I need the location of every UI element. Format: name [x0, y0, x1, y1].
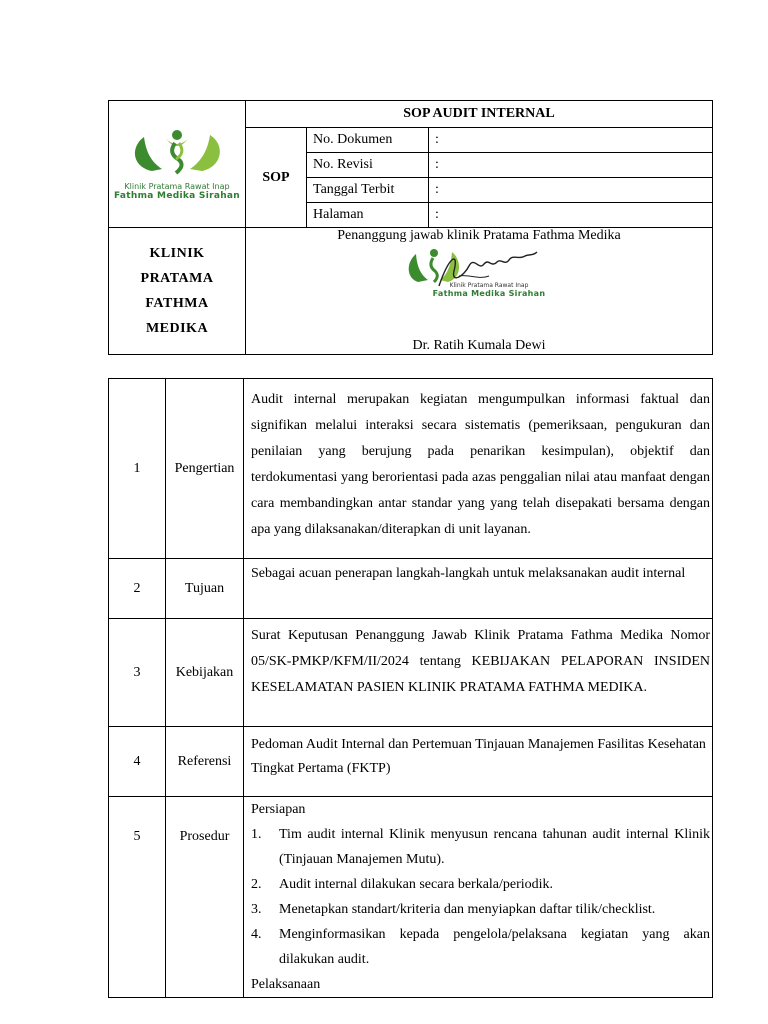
list-item [251, 822, 710, 872]
section-text: Surat Keputusan Penanggung Jawab Klinik Pratama Fathma Medika Nomor 05/SK-PMKP/KFM/II/2024 tentang KEBIJAKAN PELAPORAN INSIDEN KESELAMATAN PASIEN KLINIK PRATAMA FATHMA MEDIKA. [244, 619, 713, 727]
field-label-tanggal-terbit: Tanggal Terbit [307, 178, 429, 203]
list-item-text: Tim audit internal Klinik menyusun rencana tahunan audit internal Klinik (Tinjauan Manajemen Mutu). [279, 827, 710, 867]
field-label-halaman: Halaman [307, 203, 429, 228]
procedure-cell [244, 797, 713, 998]
sop-content-table [108, 378, 713, 998]
table-row [109, 727, 713, 797]
table-row [109, 379, 713, 559]
logo-line2: Fathma Medika Sirahan [113, 191, 241, 201]
section-label: Pengertian [166, 379, 244, 559]
clinic-name-cell [109, 228, 246, 355]
section-text: Sebagai acuan penerapan langkah-langkah untuk melaksanakan audit internal [244, 559, 713, 619]
logo-line1: Klinik Pratama Rawat Inap [124, 182, 230, 191]
section-label: Referensi [166, 727, 244, 797]
section-label: Tujuan [166, 559, 244, 619]
sop-label: SOP [246, 128, 307, 228]
table-row [109, 797, 713, 998]
section-label: Prosedur [166, 797, 244, 998]
list-item-number: 3. [251, 902, 262, 917]
field-value-no-dokumen: : [429, 128, 713, 153]
section-text: Audit internal merupakan kegiatan mengumpulkan informasi faktual dan signifikan melalui interaksi secara sistematis (pemeriksaan, pengukuran dan penilaian yang berujung pada penarikan kesimpulan), objektif dan terdokumentasi yang berorientasi pada azas penggalian nilai atau manfaat dengan cara membandingkan antar standar yang yang telah disepakati bersama dengan apa yang dilaksanakan/diterapkan di unit layanan. [244, 379, 713, 559]
field-value-halaman: : [429, 203, 713, 228]
table-row [109, 619, 713, 727]
clinic-logo-cell [109, 101, 246, 228]
clinic-logo-icon [122, 127, 232, 177]
field-value-tanggal-terbit: : [429, 178, 713, 203]
table-row [109, 559, 713, 619]
list-item-number: 2. [251, 877, 262, 892]
sop-header-table [108, 100, 713, 355]
section-number: 5 [109, 797, 166, 998]
procedure-intro: Persiapan [251, 802, 306, 817]
clinic-name-line: KLINIK [149, 246, 205, 261]
list-item-text: Menginformasikan kepada pengelola/pelaksana kegiatan yang akan dilakukan audit. [279, 927, 710, 967]
procedure-list [251, 822, 710, 972]
clinic-name-line: FATHMA [145, 296, 209, 311]
field-label-no-dokumen: No. Dokumen [307, 128, 429, 153]
stamp-line1: Klinik Pratama Rawat Inap [449, 282, 529, 289]
signature-stamp [399, 246, 559, 316]
field-value-no-revisi: : [429, 153, 713, 178]
list-item [251, 897, 710, 922]
list-item-text: Menetapkan standart/kriteria dan menyiapkan daftar tilik/checklist. [279, 902, 656, 917]
responsible-cell [246, 228, 713, 355]
list-item-text: Audit internal dilakukan secara berkala/periodik. [279, 877, 554, 892]
clinic-name-line: MEDIKA [145, 321, 209, 336]
doctor-name: Dr. Ratih Kumala Dewi [412, 338, 546, 353]
list-item-number: 1. [251, 827, 262, 842]
stamp-line2: Fathma Medika Sirahan [432, 289, 546, 298]
list-item [251, 872, 710, 897]
responsible-title: Penanggung jawab klinik Pratama Fathma Medika [337, 228, 621, 243]
section-number: 1 [109, 379, 166, 559]
section-text: Pedoman Audit Internal dan Pertemuan Tinjauan Manajemen Fasilitas Kesehatan Tingkat Pertama (FKTP) [244, 727, 713, 797]
section-number: 3 [109, 619, 166, 727]
section-label: Kebijakan [166, 619, 244, 727]
list-item [251, 922, 710, 972]
document-title: SOP AUDIT INTERNAL [246, 101, 713, 128]
field-label-no-revisi: No. Revisi [307, 153, 429, 178]
procedure-outro: Pelaksanaan [251, 977, 321, 992]
clinic-name-line: PRATAMA [140, 271, 214, 286]
section-number: 4 [109, 727, 166, 797]
list-item-number: 4. [251, 927, 262, 942]
section-number: 2 [109, 559, 166, 619]
